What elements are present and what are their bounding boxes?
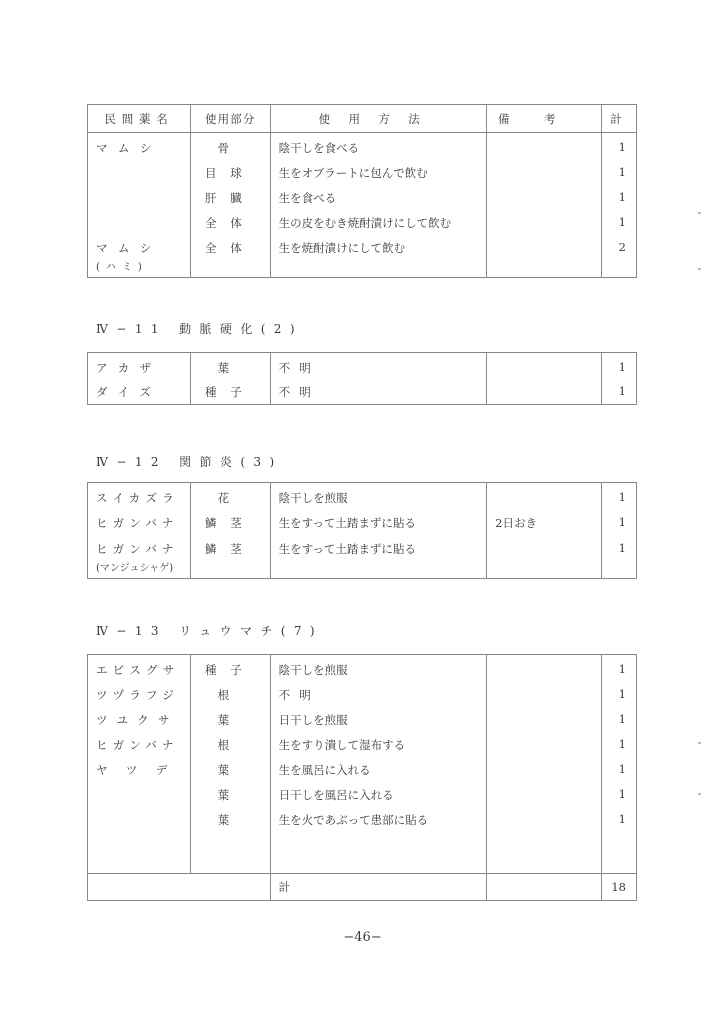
count-cell: 1 <box>601 756 636 781</box>
table-row <box>88 379 637 405</box>
part-cell: 葉 <box>191 781 271 806</box>
part-cell: 鱗茎 <box>191 535 271 579</box>
header-count: 計 <box>601 105 636 133</box>
usage-cell: 生をオブラートに包んで飲む <box>270 159 487 184</box>
note-cell <box>487 483 602 509</box>
page-number: −46− <box>343 930 382 945</box>
count-cell: 1 <box>601 806 636 874</box>
scan-speck <box>698 212 701 214</box>
total-row <box>88 874 637 901</box>
table-row <box>88 133 637 159</box>
part-cell: 目球 <box>191 159 271 184</box>
count-cell: 2 <box>601 234 636 278</box>
note-cell: 2日おき <box>487 509 602 535</box>
table-row <box>88 806 637 874</box>
part-cell: 花 <box>191 483 271 509</box>
header-usage: 使用方法 <box>270 105 487 133</box>
count-cell: 1 <box>601 655 636 681</box>
count-cell: 1 <box>601 184 636 209</box>
name-cell <box>88 806 191 874</box>
usage-cell: 生の皮をむき焼酎漬けにして飲む <box>270 209 487 234</box>
note-cell <box>487 535 602 579</box>
total-blank-cell <box>88 874 271 901</box>
part-cell: 全体 <box>191 234 271 278</box>
scan-speck <box>698 742 701 744</box>
name-text: マムシ <box>96 240 162 255</box>
table-2 <box>87 352 637 405</box>
name-cell: エビスグサ <box>88 655 191 681</box>
table-row <box>88 655 637 681</box>
name-cell: ヒガンバナ <box>88 731 191 756</box>
count-cell: 1 <box>601 133 636 159</box>
count-cell: 1 <box>601 379 636 405</box>
table-row <box>88 706 637 731</box>
part-cell: 肝臓 <box>191 184 271 209</box>
header-part: 使用部分 <box>191 105 271 133</box>
count-cell: 1 <box>601 681 636 706</box>
header-name: 民間薬名 <box>88 105 191 133</box>
usage-cell: 陰干しを煎服 <box>270 655 487 681</box>
scan-speck <box>698 268 701 270</box>
count-cell: 1 <box>601 209 636 234</box>
note-cell <box>487 655 602 681</box>
header-note: 備考 <box>487 105 602 133</box>
count-cell: 1 <box>601 781 636 806</box>
table-1 <box>87 104 637 278</box>
name-cell <box>88 234 191 278</box>
count-cell: 1 <box>601 159 636 184</box>
note-cell <box>487 184 602 209</box>
table-3 <box>87 482 637 579</box>
usage-cell: 日干しを煎服 <box>270 706 487 731</box>
name-cell: アカザ <box>88 353 191 379</box>
name-cell: スイカズラ <box>88 483 191 509</box>
count-cell: 1 <box>601 706 636 731</box>
note-cell <box>487 209 602 234</box>
note-cell <box>487 681 602 706</box>
table-row <box>88 781 637 806</box>
usage-cell: 生をすって土踏まずに貼る <box>270 535 487 579</box>
part-cell: 葉 <box>191 353 271 379</box>
count-cell: 1 <box>601 509 636 535</box>
count-cell: 1 <box>601 535 636 579</box>
table-row <box>88 681 637 706</box>
count-cell: 1 <box>601 353 636 379</box>
name-cell <box>88 535 191 579</box>
total-value: 18 <box>601 874 636 901</box>
table-4 <box>87 654 637 901</box>
usage-cell: 不明 <box>270 379 487 405</box>
note-cell <box>487 806 602 874</box>
name-cell: ヤツデ <box>88 756 191 781</box>
name-cell: ダイズ <box>88 379 191 405</box>
usage-cell: 陰干しを煎服 <box>270 483 487 509</box>
scan-speck <box>698 793 701 795</box>
note-cell <box>487 133 602 159</box>
part-cell: 葉 <box>191 756 271 781</box>
section-heading-arthritis: Ⅳ−12 関節炎(3) <box>96 455 283 469</box>
name-cell: ツユクサ <box>88 706 191 731</box>
table-row <box>88 509 637 535</box>
section-heading-rheumatism: Ⅳ−13 リュウマチ(7) <box>96 624 323 638</box>
name-cell <box>88 209 191 234</box>
table-row <box>88 234 637 278</box>
note-cell <box>487 234 602 278</box>
table-row <box>88 184 637 209</box>
table-row <box>88 209 637 234</box>
usage-cell: 不明 <box>270 681 487 706</box>
section-heading-arteriosclerosis: Ⅳ−11 動脈硬化(2) <box>96 322 303 336</box>
usage-cell: 不明 <box>270 353 487 379</box>
usage-cell: 生を焼酎漬けにして飲む <box>270 234 487 278</box>
usage-cell: 生を食べる <box>270 184 487 209</box>
part-cell: 種子 <box>191 379 271 405</box>
table-row <box>88 353 637 379</box>
table-row <box>88 756 637 781</box>
name-subtext: (マンジュシャゲ) <box>96 562 174 574</box>
name-cell: ヒガンバナ <box>88 509 191 535</box>
name-cell <box>88 781 191 806</box>
note-cell <box>487 781 602 806</box>
usage-cell: 日干しを風呂に入れる <box>270 781 487 806</box>
name-cell <box>88 184 191 209</box>
table-row <box>88 535 637 579</box>
part-cell: 葉 <box>191 706 271 731</box>
name-cell: ツヅラフジ <box>88 681 191 706</box>
total-label: 計 <box>270 874 487 901</box>
usage-cell: 生を風呂に入れる <box>270 756 487 781</box>
table-row <box>88 731 637 756</box>
note-cell <box>487 159 602 184</box>
part-cell: 全体 <box>191 209 271 234</box>
part-cell: 種子 <box>191 655 271 681</box>
name-subtext: (ハミ) <box>96 261 148 273</box>
part-cell: 骨 <box>191 133 271 159</box>
total-note-cell <box>487 874 602 901</box>
count-cell: 1 <box>601 483 636 509</box>
table-row <box>88 159 637 184</box>
usage-cell: 生を火であぶって患部に貼る <box>270 806 487 874</box>
note-cell <box>487 756 602 781</box>
note-cell <box>487 706 602 731</box>
part-cell: 鱗茎 <box>191 509 271 535</box>
note-cell <box>487 353 602 379</box>
note-cell <box>487 731 602 756</box>
count-cell: 1 <box>601 731 636 756</box>
usage-cell: 陰干しを食べる <box>270 133 487 159</box>
part-cell: 根 <box>191 731 271 756</box>
note-cell <box>487 379 602 405</box>
usage-cell: 生をすって土踏まずに貼る <box>270 509 487 535</box>
name-cell <box>88 159 191 184</box>
name-cell: マムシ <box>88 133 191 159</box>
part-cell: 葉 <box>191 806 271 874</box>
part-cell: 根 <box>191 681 271 706</box>
table-row <box>88 483 637 509</box>
usage-cell: 生をすり潰して湿布する <box>270 731 487 756</box>
name-text: ヒガンバナ <box>96 541 179 556</box>
